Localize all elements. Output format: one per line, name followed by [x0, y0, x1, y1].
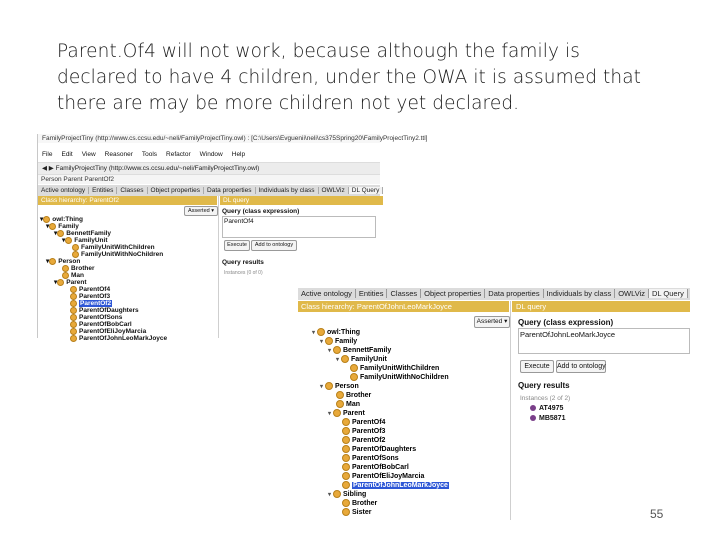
menu-reasoner[interactable]: Reasoner: [104, 151, 133, 158]
tree-node[interactable]: [342, 463, 409, 472]
add-to-ontology-button[interactable]: Add to ontology: [556, 360, 606, 373]
class-icon: [342, 418, 350, 426]
class-icon: [342, 481, 350, 489]
tab-bar: [38, 185, 380, 196]
query-input[interactable]: [518, 328, 690, 354]
tree-node[interactable]: [336, 391, 371, 400]
tree-label: ParentOf2: [352, 436, 386, 444]
class-icon: [49, 223, 56, 230]
tree-label: owl:Thing: [327, 328, 361, 336]
instance-item[interactable]: [530, 405, 563, 412]
tab-active-ontology[interactable]: Active ontology: [298, 289, 356, 298]
tree-label: ParentOf2: [80, 300, 112, 308]
protege-window-2: [298, 288, 690, 520]
menu-view[interactable]: View: [81, 151, 96, 158]
class-icon: [72, 244, 79, 251]
class-icon: [336, 400, 344, 408]
tree-label: ParentOfEliJoyMarcia: [79, 328, 147, 336]
class-icon: [70, 335, 77, 342]
class-icon: [333, 346, 341, 354]
class-icon: [325, 382, 333, 390]
tree-label: Person: [58, 258, 81, 266]
tab-entities[interactable]: Entities: [356, 289, 388, 298]
tree-label: ParentOf3: [352, 427, 386, 435]
tree-node[interactable]: ▾ FamilyUnit: [336, 355, 387, 363]
class-icon: [336, 391, 344, 399]
query-text: ParentOf4: [224, 218, 254, 225]
dl-query-header: [220, 196, 383, 205]
tree-node[interactable]: ▾ Family: [46, 223, 79, 231]
tree-label: ParentOfBobCarl: [352, 463, 409, 471]
class-icon: [70, 286, 77, 293]
tree-node[interactable]: ▾ Person: [46, 258, 81, 266]
class-icon: [342, 436, 350, 444]
tree-node[interactable]: ▾ Person: [320, 382, 359, 390]
tree-node[interactable]: ▾ BennettFamily: [328, 346, 392, 354]
tab-classes[interactable]: Classes: [117, 187, 147, 194]
tab-object-properties[interactable]: Object properties: [148, 187, 205, 194]
tree-label: FamilyUnit: [74, 237, 108, 245]
class-hierarchy-header: [38, 196, 217, 205]
menu-help[interactable]: Help: [231, 151, 246, 158]
class-icon: [342, 472, 350, 480]
tree-node[interactable]: [342, 472, 424, 481]
class-icon: [350, 364, 358, 372]
tree-label: ParentOf4: [352, 418, 386, 426]
tree-label: Brother: [71, 265, 95, 273]
class-icon: [70, 307, 77, 314]
asserted-dropdown[interactable]: Asserted ▾: [474, 316, 510, 328]
tree-node[interactable]: [350, 364, 439, 373]
tab-classes[interactable]: Classes: [387, 289, 421, 298]
tree-label: Sister: [352, 508, 372, 516]
menu-file[interactable]: File: [42, 151, 53, 158]
class-icon: [342, 499, 350, 507]
tree-node[interactable]: [342, 454, 399, 463]
tree-label: ParentOf4: [79, 286, 111, 294]
splitter[interactable]: [510, 301, 511, 520]
tree-label: ParentOfJohnLeoMarkJoyce: [353, 481, 448, 489]
back-arrow-icon[interactable]: ◀ ▶: [42, 165, 56, 172]
class-icon: [72, 251, 79, 258]
class-icon: [70, 314, 77, 321]
class-icon: [70, 293, 77, 300]
tree-label: Brother: [346, 391, 372, 399]
class-icon: [62, 265, 69, 272]
tab-data-properties[interactable]: Data properties: [204, 187, 255, 194]
tree-label: BennettFamily: [343, 346, 392, 354]
query-label: Query (class expression): [222, 208, 300, 215]
class-hierarchy-title: Class hierarchy: ParentOf2: [41, 197, 120, 204]
tree-label: ParentOfBobCarl: [79, 321, 132, 329]
instance-label: AT4975: [539, 405, 564, 412]
menu-window[interactable]: Window: [199, 151, 223, 158]
class-icon: [342, 427, 350, 435]
tree-node-selected[interactable]: [342, 481, 449, 490]
query-results-label: Query results: [222, 259, 264, 266]
tree-label: Sibling: [343, 490, 367, 498]
menu-tools[interactable]: Tools: [141, 151, 158, 158]
tree-label: ParentOfDaughters: [79, 307, 139, 315]
class-icon: [49, 258, 56, 265]
ontology-selector[interactable]: [38, 162, 380, 175]
tab-individuals-by-class[interactable]: Individuals by class: [256, 187, 319, 194]
class-icon: [70, 300, 77, 307]
class-icon: [70, 328, 77, 335]
menu-edit[interactable]: Edit: [61, 151, 73, 158]
tree-node[interactable]: [342, 418, 385, 427]
tree-node[interactable]: [336, 400, 360, 409]
menu-bar: [38, 150, 380, 159]
tree-node[interactable]: ▾ Sibling: [328, 490, 367, 498]
tab-owlviz[interactable]: OWLViz: [615, 289, 649, 298]
class-icon: [333, 490, 341, 498]
tab-dl-query[interactable]: DL Query: [349, 187, 384, 194]
class-icon: [341, 355, 349, 363]
tree-label: ParentOf3: [79, 293, 111, 301]
caption-line-2: declared to have 4 children, under the OWA it is assumed that: [57, 67, 641, 88]
tree-label: Brother: [352, 499, 378, 507]
asserted-dropdown[interactable]: Asserted ▾: [184, 206, 218, 216]
tree-label: Family: [335, 337, 358, 345]
class-icon: [342, 463, 350, 471]
instances-count: Instances (0 of 0): [224, 270, 263, 276]
tree-label: FamilyUnit: [351, 355, 387, 363]
tree-node[interactable]: [342, 445, 416, 454]
query-input[interactable]: [222, 216, 376, 238]
tree-node[interactable]: ▾ Family: [320, 337, 358, 345]
tree-node[interactable]: [342, 508, 371, 517]
class-icon: [70, 321, 77, 328]
dl-query-title: DL query: [223, 197, 250, 204]
query-label: Query (class expression): [518, 318, 614, 327]
execute-button[interactable]: Execute: [520, 360, 554, 373]
tab-entities[interactable]: Entities: [89, 187, 117, 194]
dl-query-header: [512, 301, 690, 312]
tree-node[interactable]: ▾ owl:Thing: [40, 216, 83, 224]
class-icon: [325, 337, 333, 345]
class-icon: [57, 279, 64, 286]
class-icon: [342, 454, 350, 462]
slide-caption: [57, 39, 677, 117]
tree-label: ParentOfSons: [79, 314, 123, 322]
tree-label: ParentOfEliJoyMarcia: [352, 472, 425, 480]
query-text: ParentOfJohnLeoMarkJoyce: [520, 330, 616, 339]
tree-label: FamilyUnitWithNoChildren: [81, 251, 164, 259]
window-title: FamilyProjectTiny (http://www.cs.ccsu.edu/~neli/FamilyProjectTiny.owl) : [C:\Users\Evguenii\neli\cs375Spring20\FamilyProjectTiny2.ttl]: [38, 134, 380, 143]
tab-data-properties[interactable]: Data properties: [485, 289, 543, 298]
tree-label: Parent: [66, 279, 87, 287]
class-hierarchy-title: Class hierarchy: ParentOfJohnLeoMarkJoyce: [301, 302, 452, 311]
class-icon: [65, 237, 72, 244]
tree-node[interactable]: ▾ owl:Thing: [312, 328, 361, 336]
tab-dl-query[interactable]: DL Query: [649, 289, 688, 298]
tree-label: ParentOfJohnLeoMarkJoyce: [79, 335, 168, 343]
class-icon: [62, 272, 69, 279]
tree-node[interactable]: ▾ Parent: [54, 279, 87, 287]
class-hierarchy-header: [298, 301, 509, 312]
tab-active-ontology[interactable]: Active ontology: [38, 187, 89, 194]
caption-line-3: there are may be more children not yet declared.: [57, 93, 520, 114]
class-icon: [43, 216, 50, 223]
execute-button[interactable]: Execute: [224, 240, 250, 251]
add-to-ontology-button[interactable]: Add to ontology: [251, 240, 297, 251]
class-icon: [333, 409, 341, 417]
tree-node[interactable]: [342, 436, 385, 445]
tree-node[interactable]: [70, 335, 167, 342]
class-icon: [350, 373, 358, 381]
tree-node[interactable]: ▾ BennettFamily: [54, 230, 112, 238]
tree-label: FamilyUnitWithNoChildren: [360, 373, 449, 381]
instance-label: MB5871: [539, 415, 566, 422]
tree-label: Man: [71, 272, 84, 280]
menu-refactor[interactable]: Refactor: [166, 151, 191, 158]
tree-label: Man: [346, 400, 360, 408]
tab-bar: [298, 288, 690, 300]
tree-label: FamilyUnitWithChildren: [360, 364, 440, 372]
page-number: 55: [650, 507, 664, 521]
tree-label: Person: [335, 382, 359, 390]
tree-node[interactable]: ▾ Parent: [328, 409, 365, 417]
tab-owlviz[interactable]: OWLViz: [319, 187, 349, 194]
tree-node[interactable]: [350, 373, 449, 382]
tree-node[interactable]: [342, 499, 377, 508]
tree-node[interactable]: [72, 251, 163, 258]
class-icon: [342, 508, 350, 516]
ontology-iri: FamilyProjectTiny (http://www.cs.ccsu.edu/~neli/FamilyProjectTiny.owl): [55, 165, 260, 172]
tree-label: Parent: [343, 409, 365, 417]
tree-node[interactable]: ▾ FamilyUnit: [62, 237, 108, 245]
tree-label: ParentOfDaughters: [352, 445, 417, 453]
class-icon: [317, 328, 325, 336]
class-icon: [342, 445, 350, 453]
query-results-label: Query results: [518, 381, 570, 390]
tab-individuals-by-class[interactable]: Individuals by class: [544, 289, 616, 298]
caption-line-1: Parent.Of4 will not work, because although the family is: [57, 41, 581, 62]
tree-label: BennettFamily: [66, 230, 112, 238]
dl-query-title: DL query: [516, 302, 547, 311]
breadcrumb: Person Parent ParentOf2: [38, 175, 380, 184]
individual-icon: [530, 415, 536, 421]
splitter[interactable]: [218, 196, 219, 338]
class-icon: [57, 230, 64, 237]
tree-node[interactable]: [342, 427, 385, 436]
tree-label: owl:Thing: [52, 216, 83, 224]
tree-label: FamilyUnitWithChildren: [81, 244, 155, 252]
tree-label: Family: [58, 223, 79, 231]
instance-item[interactable]: [530, 415, 565, 422]
individual-icon: [530, 405, 536, 411]
tree-label: ParentOfSons: [352, 454, 399, 462]
tab-object-properties[interactable]: Object properties: [421, 289, 485, 298]
instances-count: Instances (2 of 2): [520, 395, 571, 402]
